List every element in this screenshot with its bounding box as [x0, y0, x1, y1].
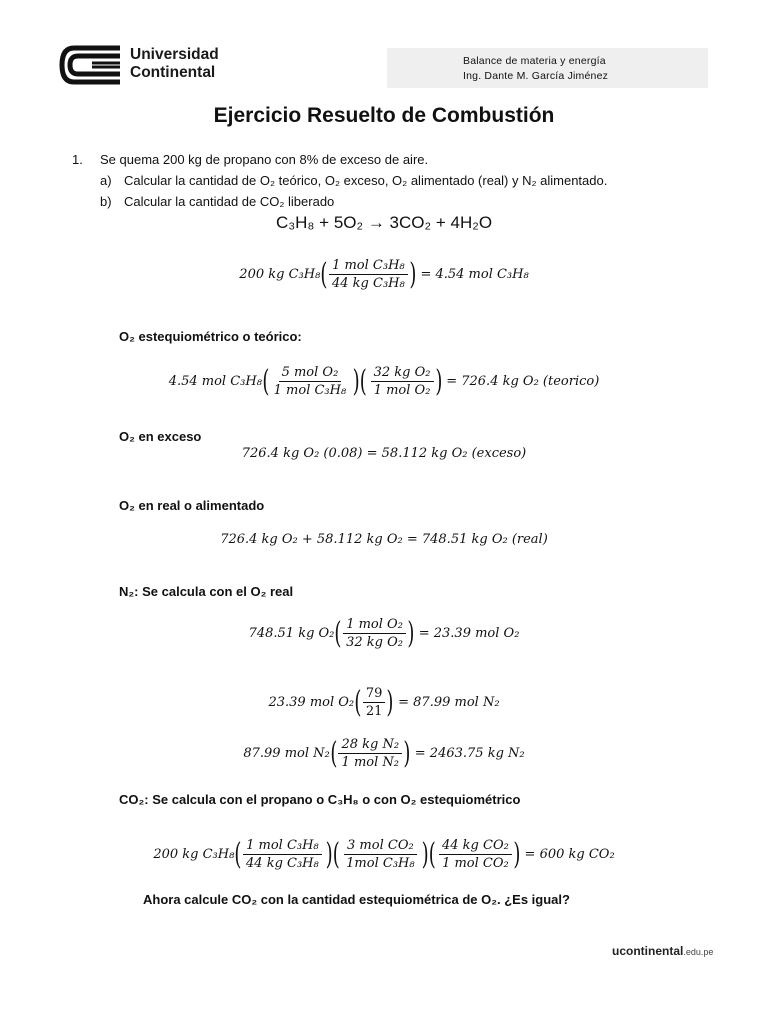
- section-co2: [119, 792, 520, 807]
- course-name: Balance de materia y energía: [463, 55, 606, 67]
- problem-statement: Se quema 200 kg de propano con 8% de exceso de aire.: [100, 152, 429, 167]
- eq4-text: 726.4 kg O₂ + 58.112 kg O₂ = 748.51 kg O₂ (real): [220, 532, 548, 547]
- reaction-equation: C₃H₈ + 5O₂ → 3CO₂ + 4H₂O: [275, 213, 493, 232]
- eq8-f1-den: 44 kg C₃H₈: [246, 856, 319, 871]
- eq8-fraction-3: [439, 838, 512, 871]
- item-b-marker: b): [100, 194, 112, 209]
- eq7-den: 1 mol N₂: [341, 755, 399, 770]
- equation-mol-o2: 748.51 kg O₂ ( $\frac{\text{1 mol O₂}}{\text{32 kg O₂}}$ ) = 23.39 mol O₂: [248, 615, 520, 651]
- eq6-fraction: [363, 686, 386, 719]
- section-n2-rest: : Se calcula con el O₂ real: [134, 584, 294, 599]
- logo-line-2: Continental: [130, 64, 216, 81]
- eq7-fraction: [338, 737, 402, 770]
- section-co2-rest: : Se calcula con el propano o C₃H₈ o con O₂ estequiométrico: [144, 792, 521, 807]
- footer-brand-name: ucontinental: [612, 944, 684, 958]
- eq1-pre: 200 kg C₃H₈: [239, 267, 321, 282]
- equation-mol-n2: 23.39 mol O₂ ( $\frac{79}{21}$ ) = 87.99 mol N₂: [268, 684, 500, 720]
- logo-text: [130, 46, 219, 82]
- equation-o2-teorico: 4.54 mol C₃H₈ ( $\frac{\text{5 mol O₂}}{\text{1 mol C₃H₈}}$ )( $\frac{\text{32 kg O₂}}{\text{1 mol O₂}}$ ) = 726.4 kg O₂ (teorico): [168, 363, 600, 399]
- eq2-f2-den: 1 mol O₂: [373, 383, 431, 398]
- eq5-num: 1 mol O₂: [343, 617, 406, 634]
- eq5-den: 32 kg O₂: [346, 635, 403, 650]
- equation-o2-exceso: [0, 446, 768, 461]
- problem-number: 1.: [72, 152, 83, 167]
- eq2-f1-den: 1 mol C₃H₈: [273, 383, 347, 398]
- item-b-text: Calcular la cantidad de CO₂ liberado: [124, 194, 335, 209]
- eq6-result: = 87.99 mol N₂: [398, 695, 500, 710]
- eq1-den: 44 kg C₃H₈: [332, 276, 405, 291]
- eq8-result: = 600 kg CO₂: [524, 847, 615, 862]
- page-title: Ejercicio Resuelto de Combustión: [213, 104, 555, 127]
- eq5-result: = 23.39 mol O₂: [418, 626, 520, 641]
- eq8-f2-num: 3 mol CO₂: [344, 838, 417, 855]
- section-o2-real: O₂ en real o alimentado: [119, 498, 265, 513]
- eq7-result: = 2463.75 kg N₂: [414, 746, 525, 761]
- eq8-f3-num: 44 kg CO₂: [439, 838, 512, 855]
- eq3-text: 726.4 kg O₂ (0.08) = 58.112 kg O₂ (exceso): [241, 446, 527, 461]
- section-o2-exceso: O₂ en exceso: [119, 429, 202, 444]
- question-text: Ahora calcule CO₂ con la cantidad estequiométrica de O₂. ¿Es igual?: [143, 892, 570, 907]
- eq2-f2-num: 32 kg O₂: [371, 365, 434, 382]
- eq2-fraction-2: [371, 365, 434, 398]
- eq8-fraction-1: [243, 838, 322, 871]
- eq8-pre: 200 kg C₃H₈: [153, 847, 235, 862]
- logo-mark-icon: [56, 42, 122, 88]
- eq6-den: 21: [365, 704, 383, 719]
- eq7-pre: 87.99 mol N₂: [243, 746, 330, 761]
- eq6-pre: 23.39 mol O₂: [268, 695, 355, 710]
- logo-line-1: Universidad: [130, 46, 219, 63]
- eq2-f1-num: 5 mol O₂: [279, 365, 342, 382]
- eq7-num: 28 kg N₂: [338, 737, 402, 754]
- eq8-fraction-2: [343, 838, 417, 871]
- eq1-num: 1 mol C₃H₈: [329, 258, 408, 275]
- eq5-fraction: [343, 617, 406, 650]
- footer-brand: [612, 944, 713, 958]
- eq1-result: = 4.54 mol C₃H₈: [420, 267, 529, 282]
- eq8-f1-num: 1 mol C₃H₈: [243, 838, 322, 855]
- equation-moles-propane: 200 kg C₃H₈ ( $\frac{\text{1 mol C₃H₈}}{\text{44 kg C₃H₈}}$ ) = 4.54 mol C₃H₈: [239, 256, 529, 292]
- eq1-fraction: [329, 258, 408, 291]
- section-n2: [119, 584, 293, 599]
- eq8-f3-den: 1 mol CO₂: [442, 856, 509, 871]
- university-logo: [56, 42, 122, 88]
- equation-co2: 200 kg C₃H₈ ( $\frac{\text{1 mol C₃H₈}}{\text{44 kg C₃H₈}}$ )( $\frac{\text{3 mol CO₂}}{\text{1mol C₃H₈}}$ )( $\frac{\text{44 kg CO₂}}{\text{1 mol CO₂}}$ ) = 600 kg CO₂: [153, 836, 615, 872]
- instructor-name: Ing. Dante M. García Jiménez: [463, 70, 609, 82]
- eq2-result: = 726.4 kg O₂ (teorico): [446, 374, 600, 389]
- header-info-box: [387, 48, 708, 88]
- section-o2-teorico: O₂ estequiométrico o teórico:: [119, 329, 302, 344]
- footer-domain: .edu.pe: [683, 947, 714, 957]
- section-n2-bold: N₂: [119, 584, 135, 599]
- eq6-num: 79: [363, 686, 386, 703]
- equation-kg-n2: 87.99 mol N₂ ( $\frac{\text{28 kg N₂}}{\text{1 mol N₂}}$ ) = 2463.75 kg N₂: [243, 735, 525, 771]
- equation-o2-real: [0, 532, 768, 547]
- eq2-pre: 4.54 mol C₃H₈: [168, 374, 262, 389]
- eq2-fraction-1: [271, 365, 350, 398]
- eq5-pre: 748.51 kg O₂: [248, 626, 335, 641]
- eq8-f2-den: 1mol C₃H₈: [346, 856, 415, 871]
- item-a-text: Calcular la cantidad de O₂ teórico, O₂ exceso, O₂ alimentado (real) y N₂ alimentado.: [124, 173, 608, 188]
- item-a-marker: a): [100, 173, 112, 188]
- section-co2-bold: CO₂: [119, 792, 145, 807]
